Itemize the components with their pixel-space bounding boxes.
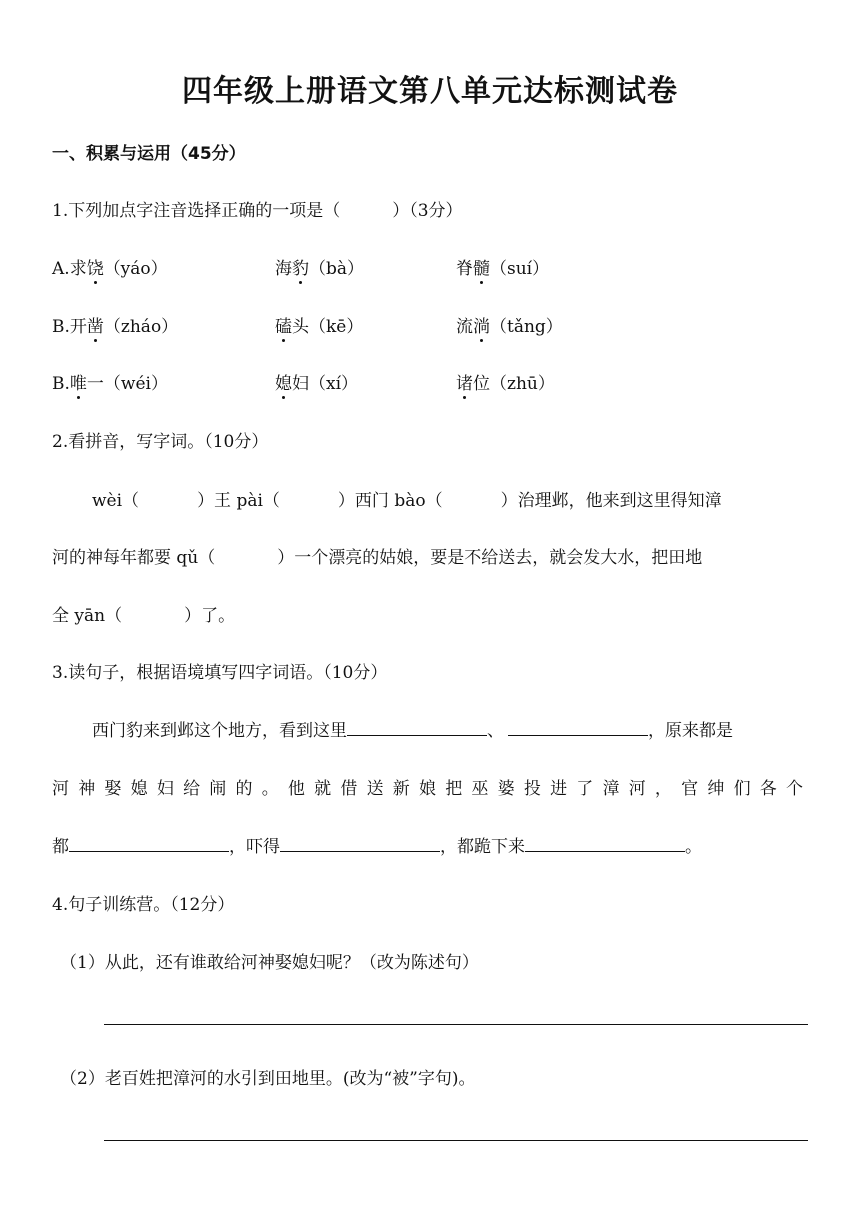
question-4-stem: 4.句子训练营。（12分） bbox=[52, 895, 235, 915]
answer-line[interactable] bbox=[104, 1024, 808, 1025]
question-1-stem-end: ）（3分） bbox=[392, 201, 463, 221]
fill-blank[interactable] bbox=[69, 833, 229, 852]
option-word: 诸位（zhū） bbox=[456, 374, 555, 394]
section-heading: 一、积累与运用（45分） bbox=[52, 144, 246, 164]
option-row: B.开凿（zháo） bbox=[52, 317, 179, 337]
fill-blank[interactable] bbox=[347, 717, 487, 736]
answer-line[interactable] bbox=[104, 1140, 808, 1141]
fill-blank[interactable] bbox=[525, 833, 685, 852]
option-row: B.唯一（wéi） bbox=[52, 374, 168, 394]
option-word: 脊髓（suí） bbox=[456, 259, 550, 279]
fill-blank[interactable] bbox=[280, 833, 440, 852]
question-2-stem: 2.看拼音，写字词。（10分） bbox=[52, 432, 269, 452]
question-4-item-2: （2）老百姓把漳河的水引到田地里。(改为“被”字句)。 bbox=[60, 1069, 476, 1089]
question-3-line: 河神娶媳妇给闹的。他就借送新娘把巫婆投进了漳河，官绅们各个 bbox=[52, 779, 808, 799]
option-word: 海豹（bà） bbox=[275, 259, 365, 279]
option-word: 流淌（tǎng） bbox=[456, 317, 563, 337]
page-title: 四年级上册语文第八单元达标测试卷 bbox=[182, 74, 678, 109]
question-3-line: 西门豹来到邺这个地方，看到这里 、 ，原来都是 bbox=[92, 716, 733, 741]
option-word: 磕头（kē） bbox=[275, 317, 364, 337]
question-2-line: wèi（ ）王 pài（ ）西门 bào（ ）治理邺，他来到这里得知漳 bbox=[92, 491, 722, 511]
question-2-line: 河的神每年都要 qǔ（ ）一个漂亮的姑娘，要是不给送去，就会发大水，把田地 bbox=[52, 548, 703, 568]
question-2-line: 全 yān（ ）了。 bbox=[52, 606, 236, 626]
question-1-stem-start: 1.下列加点字注音选择正确的一项是（ bbox=[52, 201, 341, 221]
option-word: 媳妇（xí） bbox=[275, 374, 359, 394]
option-row: A.求饶（yáo） bbox=[52, 259, 168, 279]
question-3-stem: 3.读句子，根据语境填写四字词语。（10分） bbox=[52, 663, 388, 683]
question-4-item-1: （1）从此，还有谁敢给河神娶媳妇呢？（改为陈述句） bbox=[60, 953, 479, 973]
question-3-line: 都 ，吓得 ，都跪下来 。 bbox=[52, 832, 702, 857]
question-1-stem bbox=[52, 196, 463, 221]
fill-blank[interactable] bbox=[508, 717, 648, 736]
